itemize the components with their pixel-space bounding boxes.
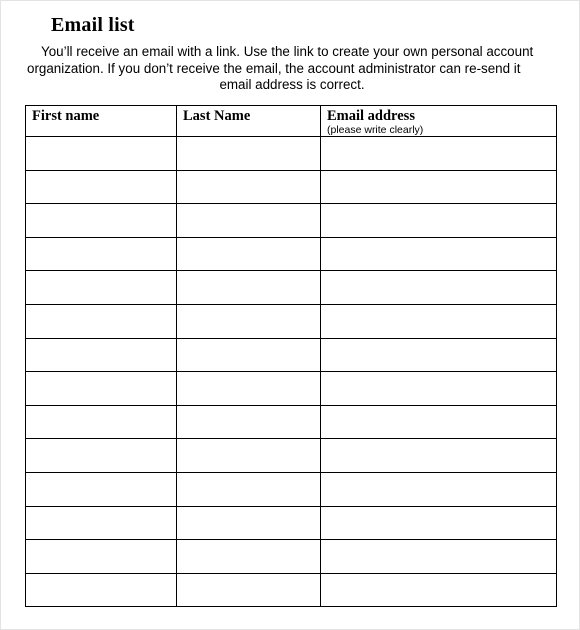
last-name-cell	[177, 170, 321, 204]
email-address-cell	[321, 573, 557, 607]
first-name-cell	[26, 573, 177, 607]
table-row	[26, 271, 557, 305]
email-address-cell	[321, 137, 557, 171]
last-name-cell	[177, 204, 321, 238]
table-body	[26, 137, 557, 607]
first-name-cell	[26, 170, 177, 204]
intro-paragraph	[24, 44, 560, 94]
table-row	[26, 338, 557, 372]
intro-line-2: organization. If you don’t receive the email, the account administrator can re-send it	[27, 60, 521, 76]
email-address-cell	[321, 170, 557, 204]
table-row	[26, 472, 557, 506]
email-address-cell	[321, 540, 557, 574]
table-row	[26, 506, 557, 540]
table-row	[26, 573, 557, 607]
first-name-cell	[26, 472, 177, 506]
last-name-cell	[177, 405, 321, 439]
table-header-row	[26, 106, 557, 137]
first-name-header	[26, 106, 177, 137]
email-address-cell	[321, 271, 557, 305]
first-name-cell	[26, 439, 177, 473]
email-address-header-label: Email address	[327, 108, 415, 124]
table-row	[26, 405, 557, 439]
last-name-header	[177, 106, 321, 137]
last-name-cell	[177, 338, 321, 372]
email-list-table	[25, 105, 557, 607]
last-name-cell	[177, 304, 321, 338]
table-row	[26, 204, 557, 238]
table-row	[26, 137, 557, 171]
intro-line-3: email address is correct.	[219, 77, 365, 92]
table-row	[26, 372, 557, 406]
email-address-cell	[321, 204, 557, 238]
last-name-cell	[177, 506, 321, 540]
last-name-cell	[177, 472, 321, 506]
last-name-cell	[177, 271, 321, 305]
last-name-cell	[177, 372, 321, 406]
table-row	[26, 304, 557, 338]
last-name-cell	[177, 237, 321, 271]
first-name-cell	[26, 137, 177, 171]
first-name-cell	[26, 204, 177, 238]
email-address-cell	[321, 372, 557, 406]
email-address-cell	[321, 304, 557, 338]
last-name-cell	[177, 137, 321, 171]
last-name-cell	[177, 573, 321, 607]
email-address-header-note: (please write clearly)	[327, 124, 424, 136]
email-address-cell	[321, 439, 557, 473]
first-name-cell	[26, 304, 177, 338]
first-name-cell	[26, 405, 177, 439]
table-row	[26, 439, 557, 473]
first-name-cell	[26, 237, 177, 271]
last-name-cell	[177, 540, 321, 574]
email-address-cell	[321, 506, 557, 540]
table-row	[26, 237, 557, 271]
email-address-cell	[321, 472, 557, 506]
email-address-cell	[321, 405, 557, 439]
table-row	[26, 170, 557, 204]
page-title: Email list	[51, 14, 135, 36]
email-address-header	[321, 106, 557, 137]
first-name-cell	[26, 540, 177, 574]
last-name-cell	[177, 439, 321, 473]
email-address-cell	[321, 237, 557, 271]
email-address-cell	[321, 338, 557, 372]
last-name-header-label: Last Name	[183, 108, 251, 124]
first-name-cell	[26, 506, 177, 540]
first-name-cell	[26, 338, 177, 372]
first-name-header-label: First name	[32, 108, 100, 124]
first-name-cell	[26, 372, 177, 406]
table-row	[26, 540, 557, 574]
first-name-cell	[26, 271, 177, 305]
intro-line-1: You’ll receive an email with a link. Use the link to create your own personal account	[41, 44, 534, 59]
